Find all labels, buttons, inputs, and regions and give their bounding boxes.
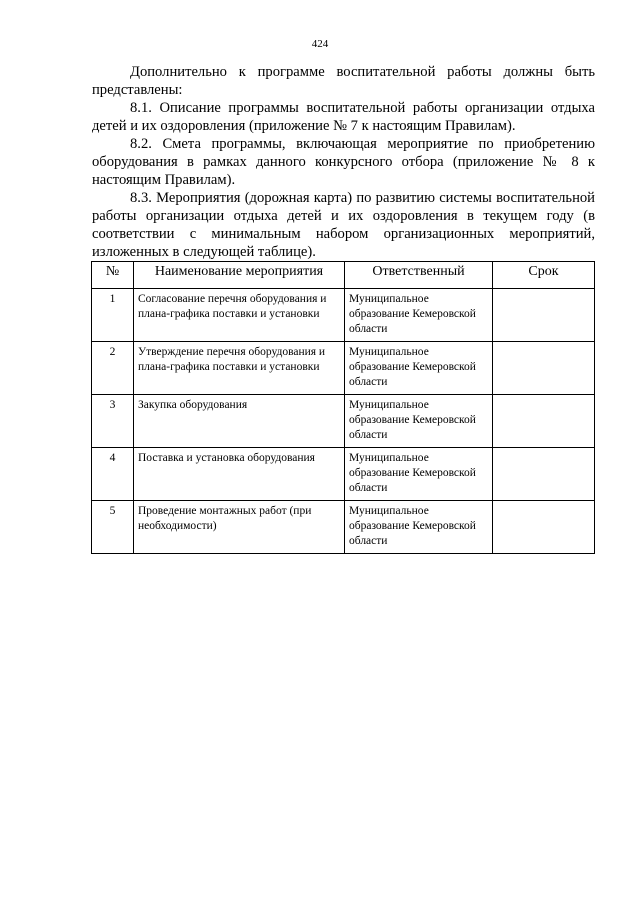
row-responsible: Муниципальное образование Кемеровской области: [345, 395, 493, 448]
body-text: [92, 63, 595, 261]
table-row: [92, 395, 595, 448]
row-responsible: Муниципальное образование Кемеровской области: [345, 501, 493, 554]
paragraph-intro: Дополнительно к программе воспитательной работы должны быть представлены:: [92, 64, 595, 98]
row-responsible: Муниципальное образование Кемеровской области: [345, 448, 493, 501]
table-row: [92, 501, 595, 554]
row-deadline: [493, 395, 595, 448]
row-num: 4: [92, 448, 134, 501]
row-name: Проведение монтажных работ (при необходимости): [134, 501, 345, 554]
row-num: 5: [92, 501, 134, 554]
paragraph-8-1: 8.1. Описание программы воспитательной работы организации отдыха детей и их оздоровления (приложение № 7 к настоящим Правилам).: [92, 100, 595, 134]
row-responsible: Муниципальное образование Кемеровской области: [345, 289, 493, 342]
page-number: 424: [311, 38, 329, 50]
row-deadline: [493, 448, 595, 501]
row-name: Согласование перечня оборудования и плана-графика поставки и установки: [134, 289, 345, 342]
header-deadline: Срок: [493, 262, 595, 289]
paragraph-8-2: 8.2. Смета программы, включающая мероприятие по приобретению оборудования в рамках данного конкурсного отбора (приложение № 8 к настоящим Правилам).: [92, 136, 595, 188]
row-name: Утверждение перечня оборудования и плана-графика поставки и установки: [134, 342, 345, 395]
row-num: 1: [92, 289, 134, 342]
header-name: Наименование мероприятия: [134, 262, 345, 289]
row-name: Поставка и установка оборудования: [134, 448, 345, 501]
header-responsible: Ответственный: [345, 262, 493, 289]
table-row: [92, 448, 595, 501]
row-num: 3: [92, 395, 134, 448]
row-responsible: Муниципальное образование Кемеровской области: [345, 342, 493, 395]
header-num: №: [92, 262, 134, 289]
row-num: 2: [92, 342, 134, 395]
paragraph-8-3: 8.3. Мероприятия (дорожная карта) по развитию системы воспитательной работы организации отдыха детей и их оздоровления в текущем году (в соответствии с минимальным набором организационных мероприятий, изложенных в следующей таблице).: [92, 190, 595, 260]
events-table: [91, 261, 595, 554]
row-deadline: [493, 289, 595, 342]
row-deadline: [493, 501, 595, 554]
table-row: [92, 289, 595, 342]
table-row: [92, 342, 595, 395]
table-header-row: [92, 262, 595, 289]
row-name: Закупка оборудования: [134, 395, 345, 448]
row-deadline: [493, 342, 595, 395]
